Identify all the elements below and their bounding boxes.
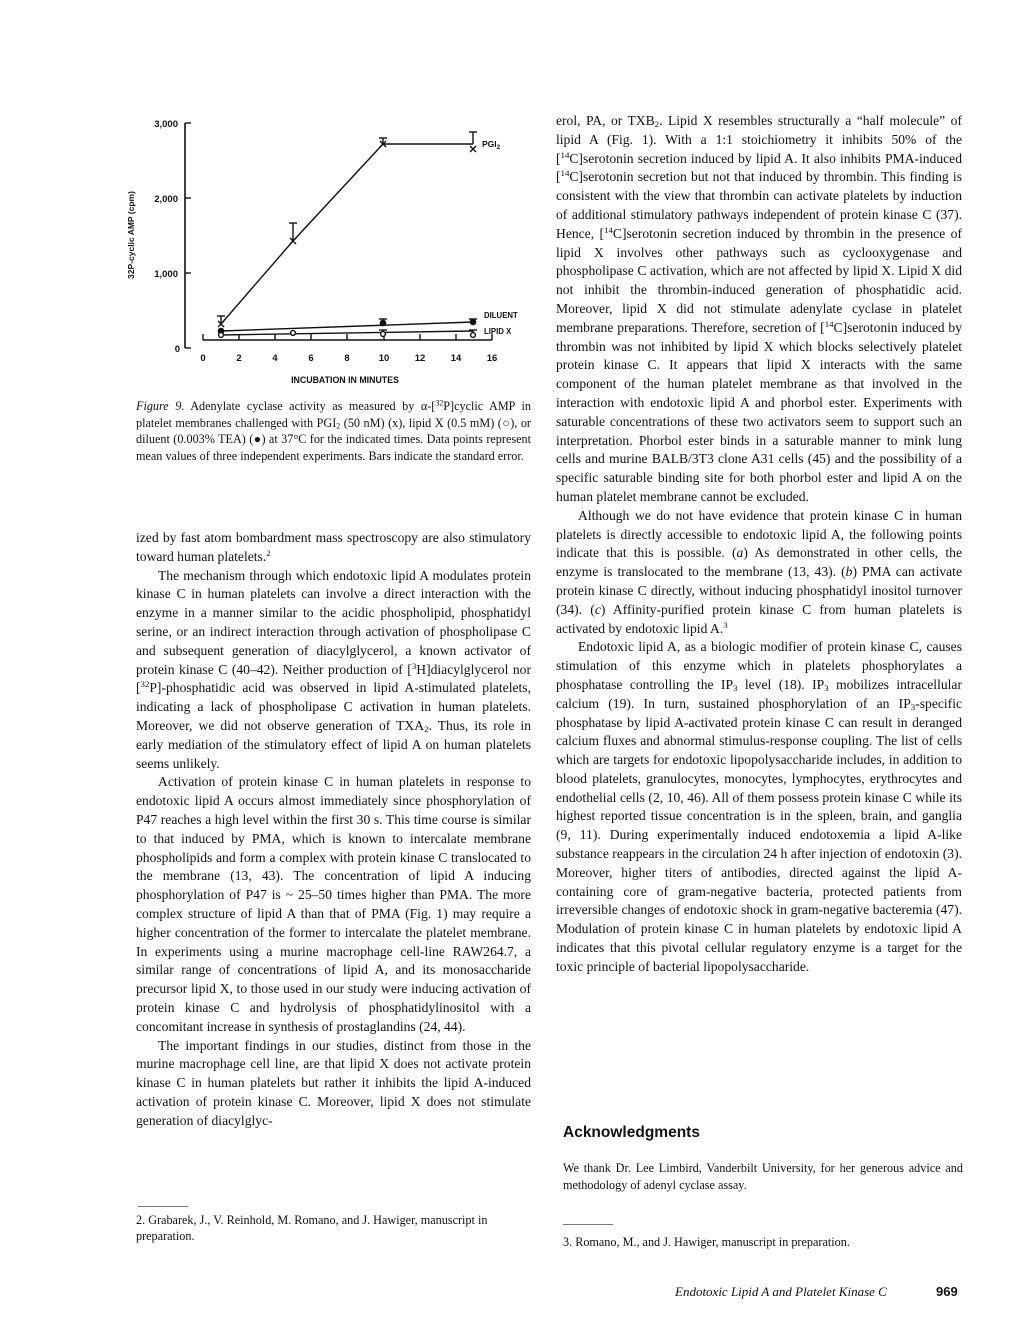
x-tick-labels bbox=[200, 353, 497, 364]
footnote-rule bbox=[563, 1224, 613, 1225]
svg-text:8: 8 bbox=[344, 353, 350, 364]
svg-text:12: 12 bbox=[414, 353, 426, 364]
svg-text:16: 16 bbox=[486, 353, 498, 364]
footnote-3: 3. Romano, M., and J. Hawiger, manuscript in preparation. bbox=[563, 1235, 850, 1249]
page-number: 969 bbox=[936, 1284, 958, 1299]
paragraph: The important findings in our studies, distinct from those in the murine macrophage cell line, are that lipid X does not activate protein kinase C in human platelets but rather it inhibits the lipid A-induced activation of protein kinase C. Moreover, lipid X does not stimulate generation of diacylglyc- bbox=[136, 1037, 531, 1128]
svg-text:14: 14 bbox=[450, 353, 462, 364]
y-tick-labels bbox=[154, 119, 180, 355]
figure-9-chart bbox=[110, 110, 540, 390]
series-pgi2 bbox=[217, 132, 477, 327]
y-axis-label: 32P-cyclic AMP (cpm) bbox=[126, 191, 136, 279]
y-ticks bbox=[185, 123, 191, 348]
footnote-2: 2. Grabarek, J., V. Reinhold, M. Romano, and J. Hawiger, manuscript in preparation. bbox=[136, 1213, 488, 1244]
left-column bbox=[136, 529, 531, 1131]
paragraph: Although we do not have evidence that protein kinase C in human platelets is directly accessible to endotoxic lipid A, the following points indicate that this is possible. (a) As demonstrated in other cells, the enzyme is translocated to the membrane (13, 43). (b) PMA can activate protein kinase C directly, without inducing phosphatidyl inositol turnover (34). (c) Affinity-purified protein kinase C from human platelets is activated by endotoxic lipid A.$^3$ bbox=[556, 507, 963, 636]
running-footer: Endotoxic Lipid A and Platelet Kinase C bbox=[675, 1284, 887, 1299]
svg-text:4: 4 bbox=[272, 353, 278, 364]
paragraph: erol, PA, or $TXB_2$. Lipid X resembles structurally a “half molecule” of lipid A (Fig. 1). With a 1:1 stoichiometry it inhibits 50% of the [$^{14}$C]serotonin secretion induced by lipid A. It also inhibits PMA-induced [$^{14}$C]serotonin secretion but not that induced by thrombin. This finding is consistent with the view that thrombin can activate platelets by induction of additional stimulatory pathways independent of protein kinase C (37). Hence, [$^{14}$C]serotonin secretion induced by thrombin in the presence of lipid X involves other pathways such as cyclooxygenase and phospholipase C activation, which are not affected by lipid X. Lipid X did not inhibit the thrombin-induced generation of phosphatidic acid. Moreover, lipid X did not stimulate adenylate cyclase in platelet membrane preparations. Therefore, secretion of [$^{14}$C]serotonin induced by thrombin was not inhibited by lipid X which blocks selectively platelet protein kinase C. It appears that lipid X interacts with the same component of the human platelet membrane as that involved in the interaction with endotoxic lipid A and phorbol ester. Experiments with saturable concentrations of these two activators seem to support such an interpretation. Phorbol ester binds in a saturable manner to mink lung cells and murine BALB/3T3 clone A31 cells (45) and the possibility of a specific saturable binding site for both phorbol ester and lipid A on the human platelet membrane cannot be excluded. bbox=[556, 113, 963, 504]
legend-lipid-x: LIPID X bbox=[484, 327, 512, 336]
paragraph: The mechanism through which endotoxic lipid A modulates protein kinase C in human platelets can involve a direct interaction with the enzyme in a manner similar to the acidic phospholipid, phosphatidyl serine, or an indirect interaction through activation of phospholipase C and subsequent generation of diacylglycerol, a known activator of protein kinase C (40–42). Neither production of [$^3$H]diacylglycerol nor [$^{32}$P]-phosphatidic acid was observed in lipid A-stimulated platelets, indicating a lack of phospholipase C activation in human platelets. Moreover, we did not observe generation of $TXA_2$. Thus, its role in early mediation of the stimulatory effect of lipid A on human platelets seems unlikely. bbox=[136, 567, 531, 771]
legend-pgi2: $PGI_2$ bbox=[482, 139, 501, 151]
svg-text:6: 6 bbox=[308, 353, 314, 364]
svg-text:2,000: 2,000 bbox=[154, 194, 178, 205]
legend-diluent: DILUENT bbox=[484, 311, 518, 320]
figure-caption: Figure 9. Adenylate cyclase activity as measured by α-[$^{32}$P]cyclic AMP in platelet membranes challenged with $PGI_2$ (50 nM) (x), lipid X (0.5 mM) (○), or diluent (0.003% TEA) (●) at 37°C for the indicated times. Data points represent mean values of three independent experiments. Bars indicate the standard error. bbox=[136, 398, 531, 463]
svg-text:0: 0 bbox=[174, 344, 180, 355]
svg-text:3,000: 3,000 bbox=[154, 119, 178, 130]
right-column bbox=[556, 112, 962, 977]
acknowledgments-heading: Acknowledgments bbox=[563, 1124, 700, 1141]
svg-text:0: 0 bbox=[200, 353, 206, 364]
caption-label: Figure 9. bbox=[136, 399, 185, 413]
paragraph: Endotoxic lipid A, as a biologic modifier of protein kinase C, causes stimulation of this enzyme which in platelets phosphorylates a phosphatase controlling the $IP_3$ level (18). $IP_3$ mobilizes intracellular calcium (19). In turn, sustained phosphorylation of an $IP_3$-specific phosphatase by lipid A-activated protein kinase C can result in deranged calcium fluxes and abnormal stimulus-response coupling. The list of cells which are targets for endotoxic lipopolysaccharide includes, in addition to blood platelets, granulocytes, monocytes, lymphocytes, erythrocytes and endothelial cells (2, 10, 46). All of them possess protein kinase C while its highest reported tissue concentration is in the spleen, brain, and ganglia (9, 11). During experimentally induced endotoxemia a lipid A-like substance reappears in the circulation 24 h after injection of endotoxin (3). Moreover, higher titers of antibodies, directed against the lipid A-containing core of gram-negative bacteria, protected patients from irreversible changes of endotoxic shock in gram-negative bacteremia (47). Modulation of protein kinase C in human platelets by endotoxic lipid A indicates that this pivotal cellular regulatory enzyme is a target for the toxic principle of bacterial lipopolysaccharide. bbox=[556, 639, 962, 974]
svg-text:1,000: 1,000 bbox=[154, 269, 178, 280]
paragraph: ized by fast atom bombardment mass spectroscopy are also stimulatory toward human platelets.$^2$ bbox=[136, 530, 531, 564]
svg-text:10: 10 bbox=[378, 353, 390, 364]
paragraph: Activation of protein kinase C in human platelets in response to endotoxic lipid A occurs almost immediately since phosphorylation of P47 reaches a high level within the first 30 s. This time course is similar to that induced by PMA, which is known to intercalate membrane phospholipids and form a complex with protein kinase C translocated to the membrane (13, 43). The concentration of lipid A inducing phosphorylation of P47 is ~ 25–50 times higher than PMA. The more complex structure of lipid A than that of PMA (Fig. 1) may require a higher concentration of the former to intercalate the platelet membrane. In experiments using a murine macrophage cell-line RAW264.7, a similar range of concentrations of lipid A, and its monosaccharide precursor lipid X, to those used in our study were inducing activation of protein kinase C and hydrolysis of phosphatidylinositol with a concomitant increase in synthesis of prostaglandins (24, 44). bbox=[136, 774, 531, 1034]
x-axis-label: INCUBATION IN MINUTES bbox=[291, 375, 399, 385]
footnote-rule bbox=[138, 1206, 188, 1207]
svg-text:2: 2 bbox=[236, 353, 242, 364]
acknowledgments-body: We thank Dr. Lee Limbird, Vanderbilt University, for her generous advice and methodology of adenyl cyclase assay. bbox=[563, 1161, 963, 1192]
series-lipid-x bbox=[219, 330, 477, 337]
